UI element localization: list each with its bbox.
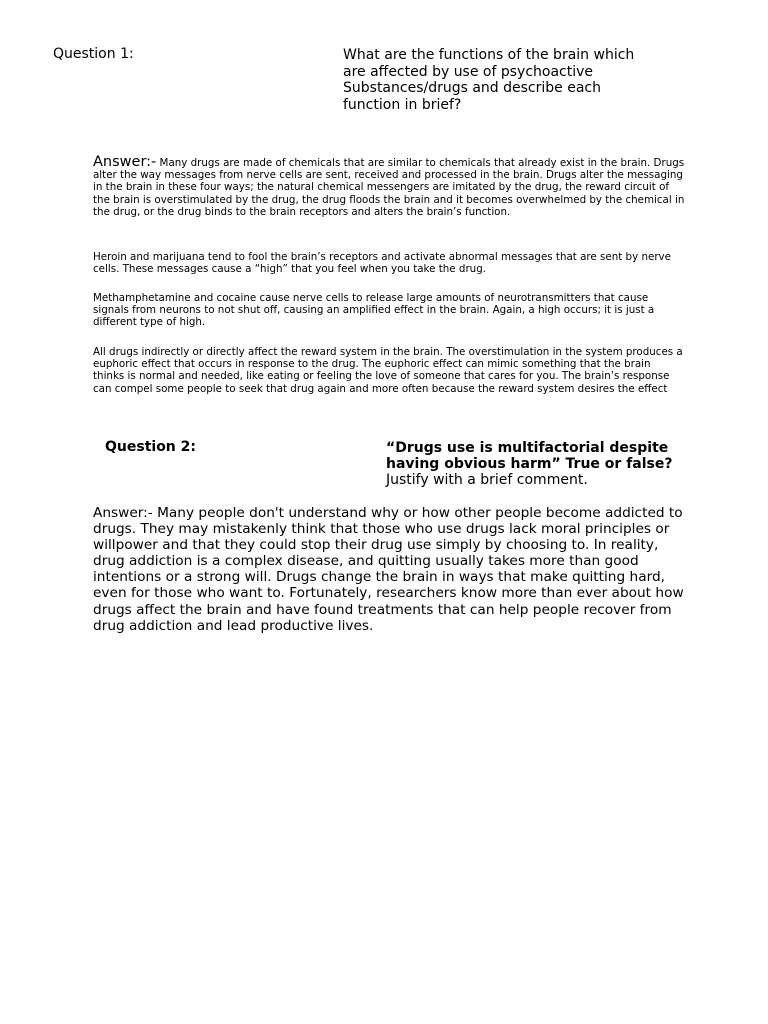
question-2-label: Question 2:	[105, 439, 196, 455]
question-1-label: Question 1:	[53, 46, 134, 62]
question-1-text: What are the functions of the brain which are affected by use of psychoactive Substances/drugs and describe each function in brief?	[343, 47, 635, 113]
answer-1-paragraph-3: Methamphetamine and cocaine cause nerve cells to release large amounts of neurotransmitters that cause signals from neurons to not shut off, causing an amplified effect in the brain. Again, a high occurs; it is just a different type of high.	[93, 292, 655, 329]
question-2-statement: “Drugs use is multifactorial despite having obvious harm” True or false?	[386, 440, 673, 473]
answer-1-paragraph-1	[93, 156, 685, 218]
question-2-text	[386, 440, 686, 489]
answer-1-lead: Answer:-	[93, 154, 157, 170]
question-2-instruction: Justify with a brief comment.	[386, 472, 588, 489]
answer-1-body: Many drugs are made of chemicals that are similar to chemicals that already exist in the brain. Drugs alter the way messages from nerve cells are sent, received and processed in the brain. Drugs alter the messaging in the brain in these four ways; the natural chemical messengers are imitated by the drug, the reward circuit of the brain is overstimulated by the drug, the drug floods the brain and it becomes overwhelmed by the chemical in the drug, or the drug binds to the brain receptors and alters the brain’s function.	[93, 157, 685, 218]
answer-2-paragraph: Answer:- Many people don't understand why or how other people become addicted to drugs. They may mistakenly think that those who use drugs lack moral principles or willpower and that they could stop their drug use simply by choosing to. In reality, drug addiction is a complex disease, and quitting usually takes more than good intentions or a strong will. Drugs change the brain in ways that make quitting hard, even for those who want to. Fortunately, researchers know more than ever about how drugs affect the brain and have found treatments that can help people recover from drug addiction and lead productive lives.	[93, 505, 684, 634]
answer-1-paragraph-4: All drugs indirectly or directly affect the reward system in the brain. The overstimulation in the system produces a euphoric effect that occurs in response to the drug. The euphoric effect can mimic something that the brain thinks is normal and needed, like eating or feeling the love of someone that cares for you. The brain’s response can compel some people to seek that drug again and more often because the reward system desires the effect	[93, 346, 683, 395]
answer-1-paragraph-2: Heroin and marijuana tend to fool the brain’s receptors and activate abnormal messages that are sent by nerve cells. These messages cause a “high” that you feel when you take the drug.	[93, 251, 671, 276]
